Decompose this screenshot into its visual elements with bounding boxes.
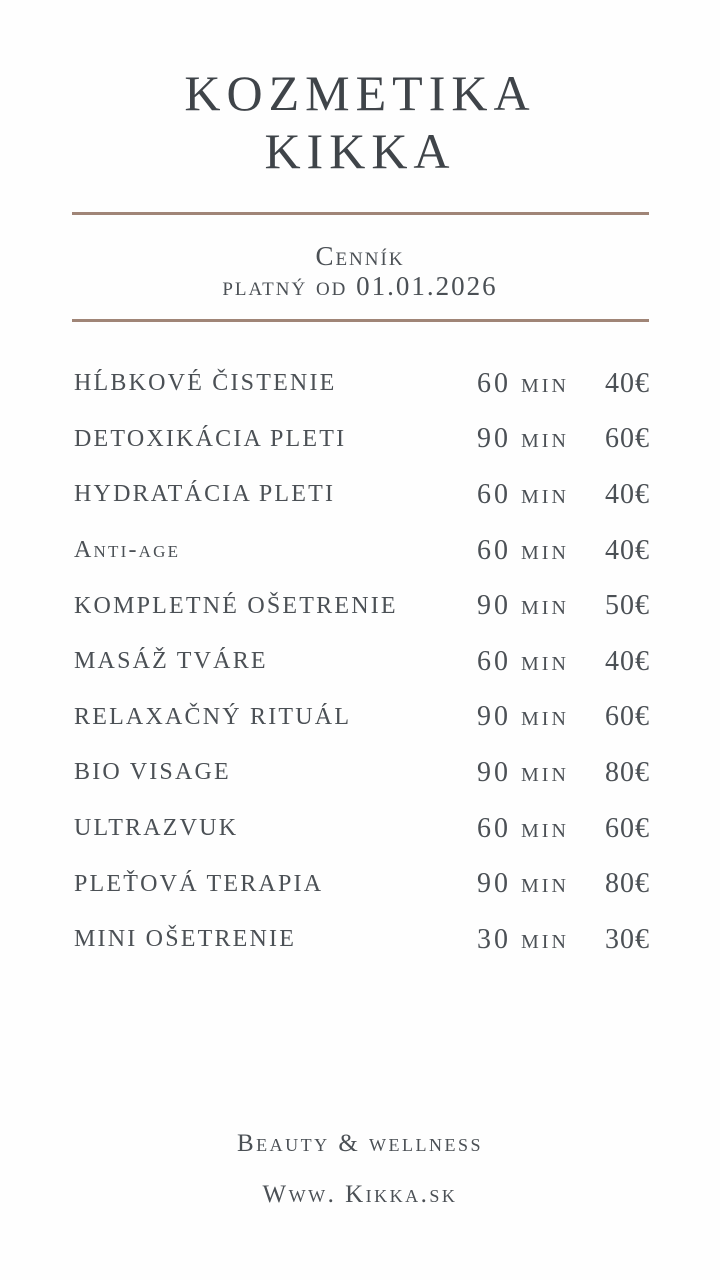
service-name: KOMPLETNÉ OŠETRENIE [74,592,398,619]
service-price: 40€ [605,645,650,677]
service-duration: 60 min [477,367,569,399]
service-name: BIO VISAGE [74,759,231,786]
service-row [74,690,650,746]
service-name: RELAXAČNÝ RITUÁL [74,703,352,730]
service-name: PLEŤOVÁ TERAPIA [74,870,324,897]
service-duration: 60 min [477,478,569,510]
service-name: MINI OŠETRENIE [74,926,297,953]
service-duration: 90 min [477,701,569,733]
service-duration: 60 min [477,645,569,677]
page-title [0,64,720,180]
service-name: HYDRATÁCIA PLETI [74,481,336,508]
service-name: ULTRAZVUK [74,815,239,842]
top-divider [72,212,649,215]
service-name: DETOXIKÁCIA PLETI [74,425,347,452]
service-duration: 90 min [477,868,569,900]
service-duration: 30 min [477,923,569,955]
service-duration: 90 min [477,756,569,788]
subheader [0,241,720,301]
service-row [74,412,650,468]
service-name: MASÁŽ TVÁRE [74,648,268,675]
page-title-line1: KOZMETIKA [184,65,536,121]
service-duration: 60 min [477,534,569,566]
service-row [74,745,650,801]
bottom-divider [72,319,649,322]
service-name: HĹBKOVÉ ČISTENIE [74,370,337,397]
service-price: 60€ [605,423,650,455]
service-price: 40€ [605,534,650,566]
price-list-subtitle: Cenník [315,241,405,271]
service-price: 40€ [605,367,650,399]
service-row [74,356,650,412]
service-price: 30€ [605,923,650,955]
service-row [74,523,650,579]
footer-website: Www. Kikka.sk [262,1181,458,1208]
service-duration: 90 min [477,590,569,622]
service-price: 40€ [605,478,650,510]
service-price: 80€ [605,868,650,900]
service-row [74,912,650,968]
service-price: 60€ [605,812,650,844]
service-row [74,578,650,634]
service-row [74,801,650,857]
service-price: 60€ [605,701,650,733]
validity-date: platný od 01.01.2026 [222,271,498,301]
service-row [74,856,650,912]
footer-tagline: Beauty & wellness [236,1130,484,1157]
service-name: Anti-age [74,537,181,564]
service-price: 80€ [605,756,650,788]
service-duration: 90 min [477,423,569,455]
service-price: 50€ [605,590,650,622]
services-list [74,356,650,968]
service-duration: 60 min [477,812,569,844]
page-title-line2: KIKKA [264,123,456,179]
service-row [74,634,650,690]
service-row [74,467,650,523]
